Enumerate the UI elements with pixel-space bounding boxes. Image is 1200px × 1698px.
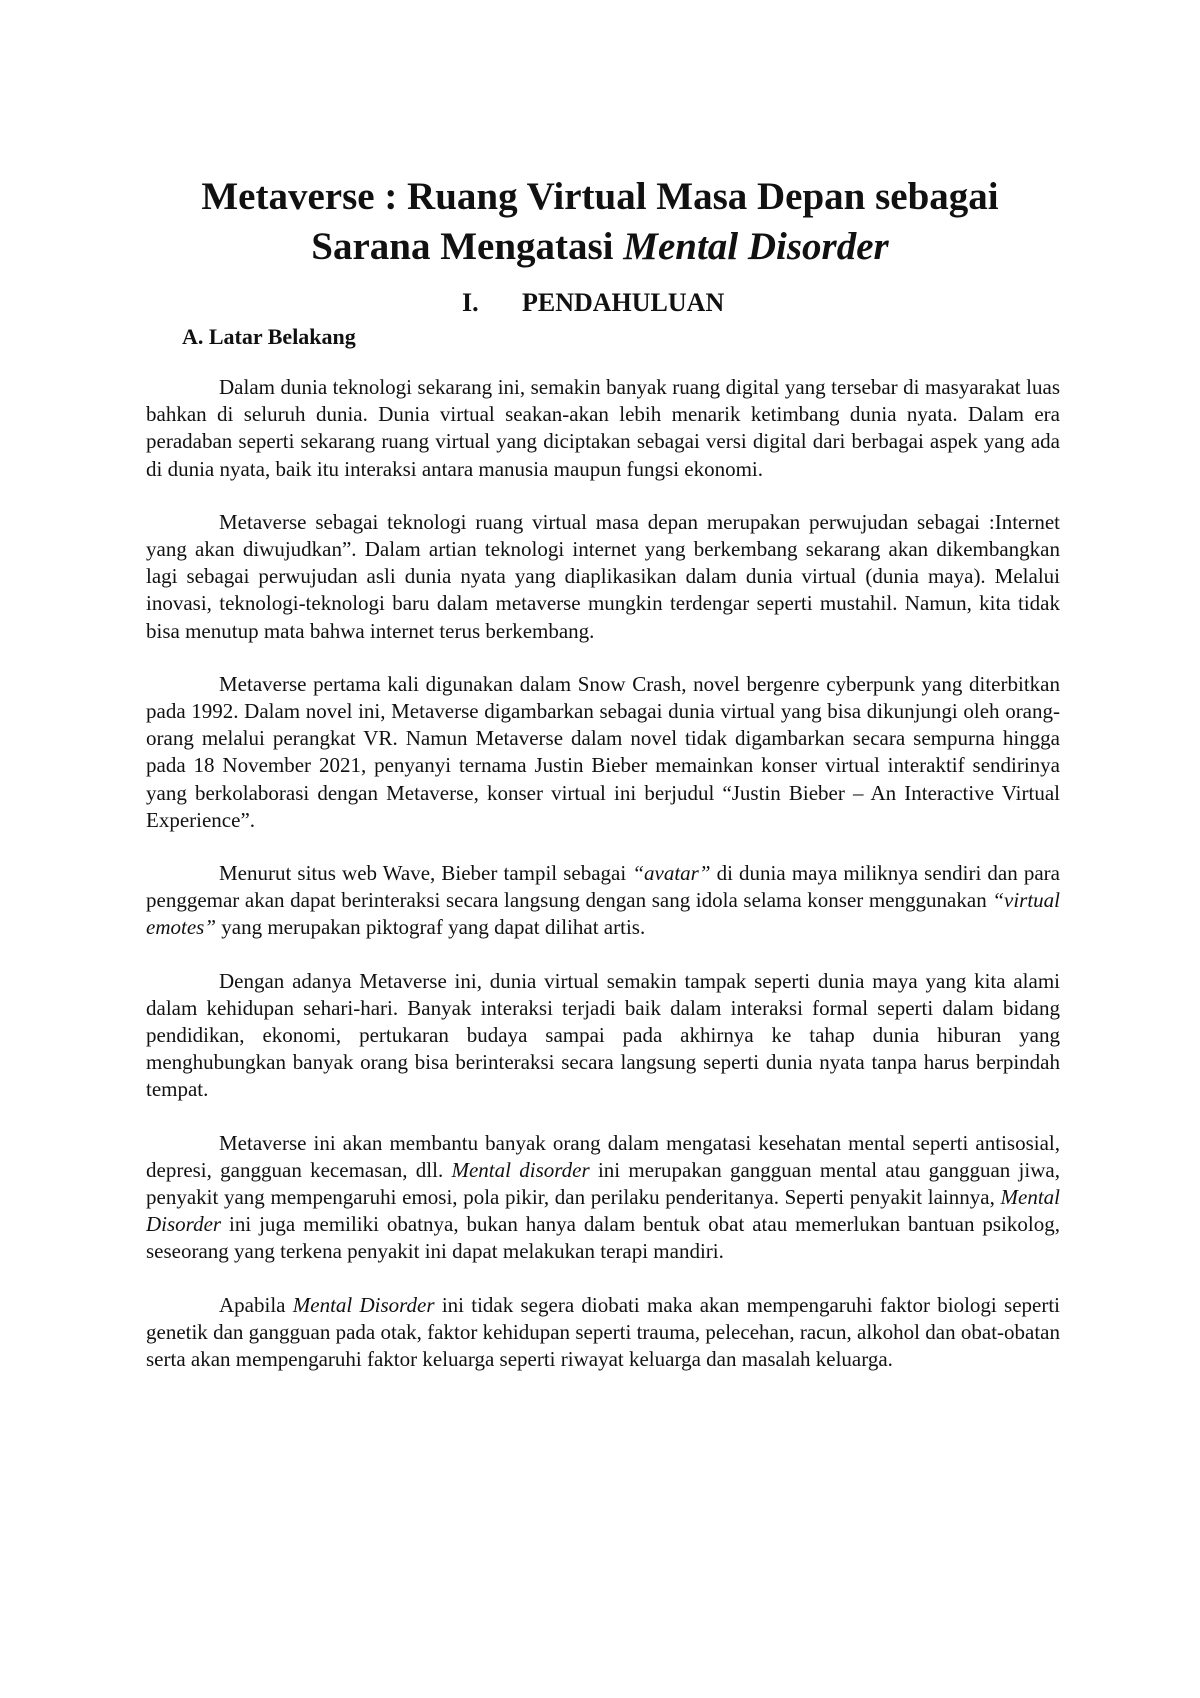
title-line-1: Metaverse : Ruang Virtual Masa Depan sebagai <box>201 175 999 218</box>
paragraph-4 <box>146 860 1060 942</box>
title-line-2-italic: Mental Disorder <box>623 225 889 268</box>
paragraph-6-text-b: ini merupakan gangguan mental atau gangguan jiwa, penyakit yang mempengaruhi emosi, pola pikir, dan perilaku penderitanya. Seperti penyakit lainnya, <box>146 1157 1060 1210</box>
section-heading: A. Latar Belakang <box>182 324 356 349</box>
paragraph-7 <box>146 1292 1060 1374</box>
paragraph-6-italic-b: Mental Disorder <box>146 1185 1060 1237</box>
chapter-number: I. <box>462 288 479 317</box>
chapter-heading <box>462 288 724 318</box>
paragraph-6 <box>146 1130 1060 1266</box>
paragraph-2: Metaverse sebagai teknologi ruang virtual masa depan merupakan perwujudan sebagai :Internet yang akan diwujudkan”. Dalam artian teknologi internet yang berkembang sekarang akan dikembangkan lagi sebagai perwujudan asli dunia nyata yang diaplikasikan dalam dunia virtual (dunia maya). Melalui inovasi, teknologi-teknologi baru dalam metaverse mungkin terdengar seperti mustahil. Namun, kita tidak bisa menutup mata bahwa internet terus berkembang. <box>146 509 1060 643</box>
paragraph-3: Metaverse pertama kali digunakan dalam Snow Crash, novel bergenre cyberpunk yang diterbitkan pada 1992. Dalam novel ini, Metaverse digambarkan sebagai dunia virtual yang bisa dikunjungi oleh orang-orang melalui perangkat VR. Namun Metaverse dalam novel tidak digambarkan secara sempurna hingga pada 18 November 2021, penyanyi ternama Justin Bieber memainkan konser virtual interaktif sendirinya yang berkolaborasi dengan Metaverse, konser virtual ini berjudul “Justin Bieber – An Interactive Virtual Experience”. <box>146 671 1060 832</box>
paragraph-4-italic-a: “avatar” <box>632 861 711 886</box>
paragraph-7-italic-a: Mental Disorder <box>292 1292 435 1317</box>
paragraph-5: Dengan adanya Metaverse ini, dunia virtual semakin tampak seperti dunia maya yang kita alami dalam kehidupan sehari-hari. Banyak interaksi terjadi baik dalam interaksi formal seperti dalam bidang pendidikan, ekonomi, pertukaran budaya sampai pada akhirnya ke tahap dunia hiburan yang menghubungkan banyak orang bisa berinteraksi secara langsung seperti dunia nyata tanpa harus berpindah tempat. <box>146 968 1060 1102</box>
title-line-2-prefix: Sarana Mengatasi <box>311 225 624 268</box>
paragraph-4-text-c: yang merupakan piktograf yang dapat dilihat artis. <box>216 915 646 940</box>
paragraph-7-text-a: Apabila <box>219 1292 293 1317</box>
paragraph-6-text-c: ini juga memiliki obatnya, bukan hanya dalam bentuk obat atau memerlukan bantuan psikolog, seseorang yang terkena penyakit ini dapat melakukan terapi mandiri. <box>146 1212 1060 1264</box>
paragraph-6-italic-a: Mental disorder <box>451 1157 590 1182</box>
paragraph-4-text-a: Menurut situs web Wave, Bieber tampil sebagai <box>219 861 633 886</box>
paragraph-4-italic-b: “virtual emotes” <box>146 888 1060 940</box>
paragraph-4-text-b: di dunia maya miliknya sendiri dan para penggemar akan dapat berinteraksi secara langsung dengan sang idola selama konser menggunakan <box>146 861 1060 913</box>
paragraph-7-text-b: ini tidak segera diobati maka akan mempengaruhi faktor biologi seperti genetik dan gangguan pada otak, faktor kehidupan seperti trauma, pelecehan, racun, alkohol dan obat-obatan serta akan mempengaruhi faktor keluarga seperti riwayat keluarga dan masalah keluarga. <box>146 1292 1061 1372</box>
body-text <box>146 374 1060 1399</box>
document-title <box>100 172 1100 272</box>
paragraph-1: Dalam dunia teknologi sekarang ini, semakin banyak ruang digital yang tersebar di masyarakat luas bahkan di seluruh dunia. Dunia virtual seakan-akan lebih menarik ketimbang dunia nyata. Dalam era peradaban seperti sekarang ruang virtual yang diciptakan sebagai versi digital dari berbagai aspek yang ada di dunia nyata, baik itu interaksi antara manusia maupun fungsi ekonomi. <box>146 375 1060 481</box>
chapter-title: PENDAHULUAN <box>522 288 725 317</box>
paragraph-6-text-a: Metaverse ini akan membantu banyak orang dalam mengatasi kesehatan mental seperti antisosial, depresi, gangguan kecemasan, dll. <box>146 1130 1060 1182</box>
